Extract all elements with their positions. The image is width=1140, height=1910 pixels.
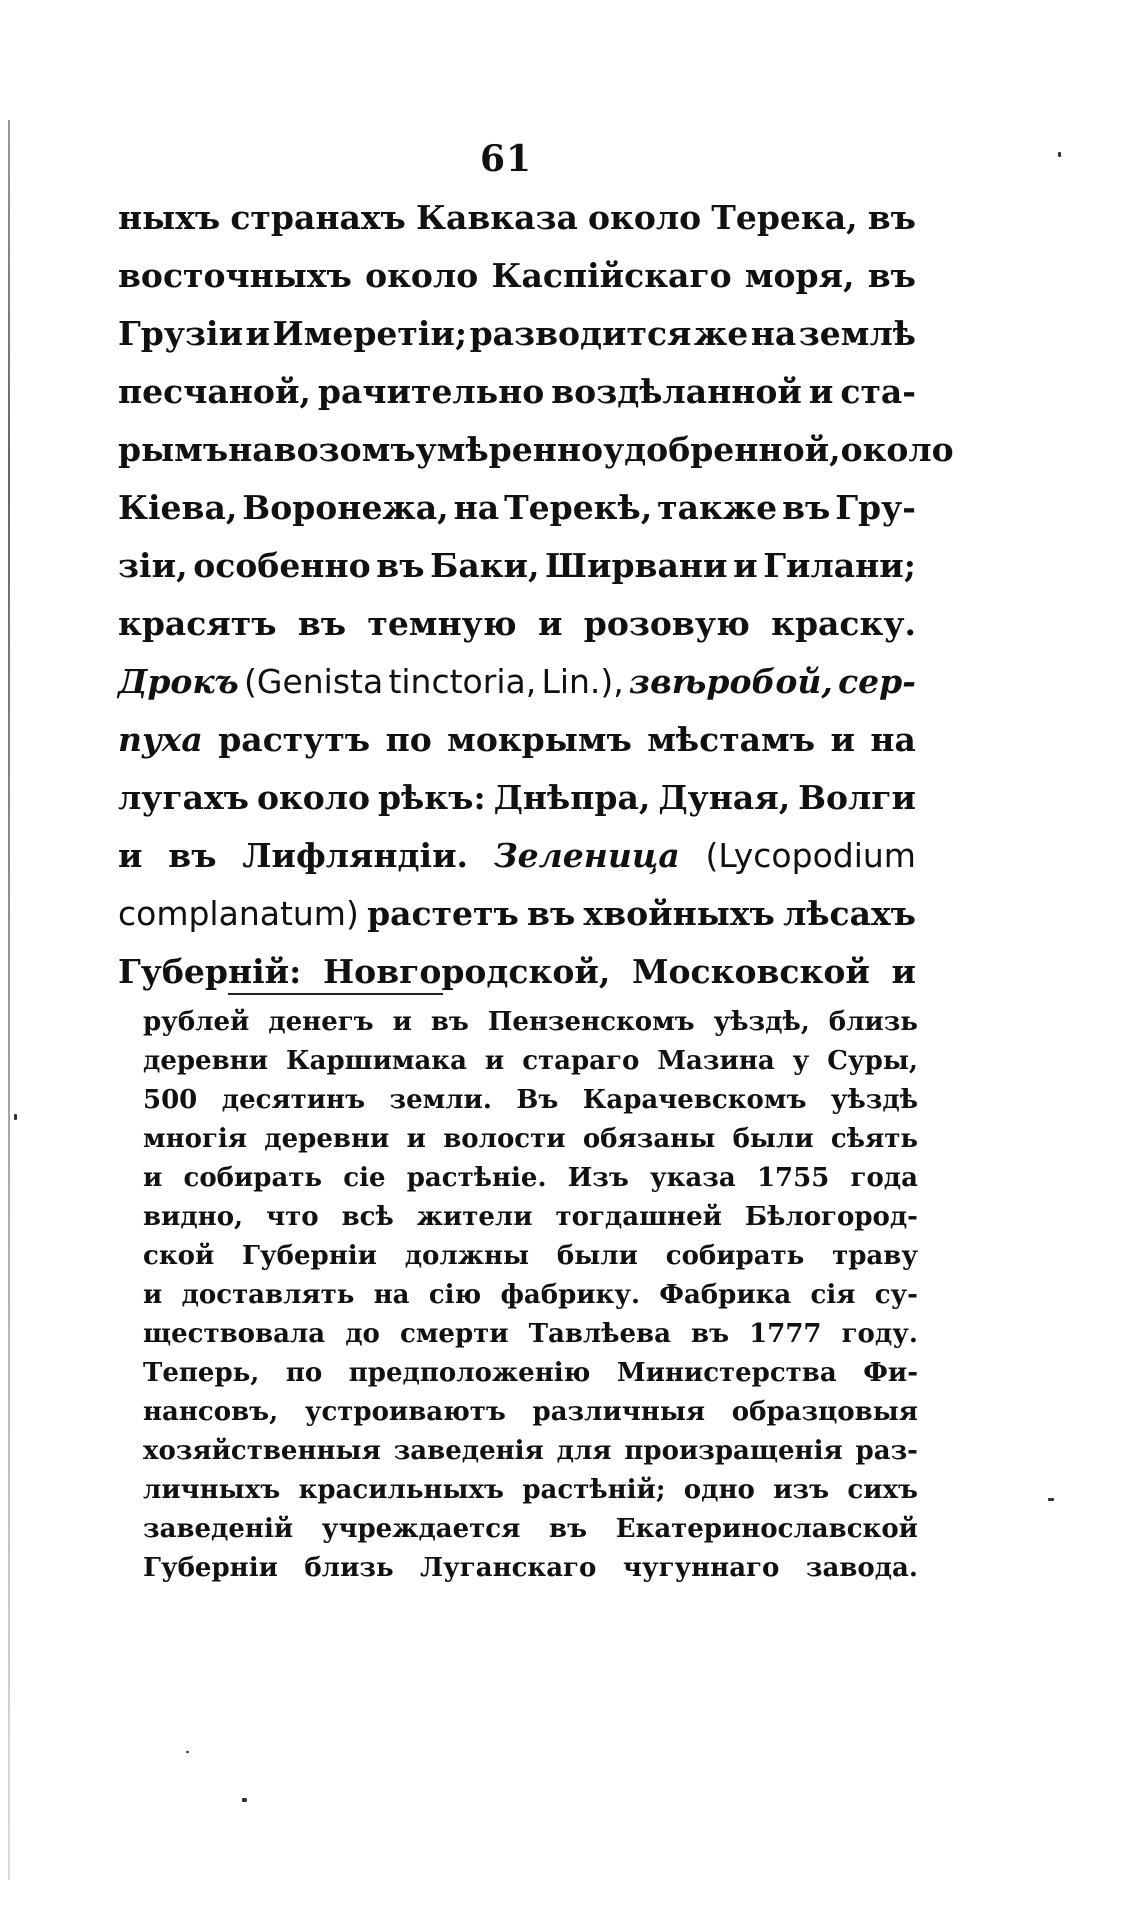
word: Губерніи	[143, 1553, 278, 1583]
word: растѣніе.	[406, 1163, 547, 1193]
footnote-separator	[228, 993, 443, 995]
word: были	[556, 1241, 638, 1271]
word: и	[143, 1163, 163, 1193]
word: сія	[810, 1280, 856, 1310]
word: воздѣланной	[551, 372, 802, 411]
word: деревни	[143, 1046, 268, 1076]
word: на	[373, 1280, 410, 1310]
text-line	[118, 198, 916, 256]
text-line	[118, 314, 916, 372]
word: также	[657, 488, 778, 527]
text-line	[118, 778, 916, 836]
word: предположенію	[348, 1358, 591, 1388]
word: и	[733, 546, 758, 585]
word: темную	[367, 604, 517, 643]
word: Пензенскомъ	[487, 1007, 695, 1037]
word: раз-	[855, 1436, 918, 1466]
word: года	[850, 1163, 918, 1193]
word: въ	[168, 836, 217, 875]
word: Луганскаго	[420, 1553, 597, 1583]
word: удобренной,	[603, 430, 841, 469]
word: до	[345, 1319, 380, 1349]
word: Въ	[516, 1085, 559, 1115]
text-line	[118, 256, 916, 314]
page-number: 61	[479, 138, 533, 180]
word: Лифляндіи.	[242, 836, 469, 875]
footnote-line	[143, 1241, 918, 1280]
word: въ	[867, 198, 916, 237]
word: въ	[430, 1007, 469, 1037]
word: Суры,	[827, 1046, 918, 1076]
word: розовую	[583, 604, 750, 643]
word: Московской	[632, 952, 870, 991]
word: собирать	[183, 1163, 323, 1193]
word: около	[256, 778, 371, 817]
word: для	[556, 1436, 612, 1466]
word: 1777	[749, 1319, 822, 1349]
text-line	[118, 662, 916, 720]
word: Мазина	[657, 1046, 775, 1076]
word: сію	[428, 1280, 482, 1310]
word: сер-	[838, 662, 916, 701]
word: Имеретіи;	[272, 314, 468, 353]
word: на	[750, 314, 797, 353]
text-line	[118, 546, 916, 604]
word: на	[453, 488, 500, 527]
footnote-line	[143, 1046, 918, 1085]
word: многія	[143, 1124, 247, 1154]
word: произращенія	[624, 1436, 843, 1466]
word: земли.	[389, 1085, 492, 1115]
word: 500	[143, 1085, 198, 1115]
word: Кавказа	[415, 198, 578, 237]
word: Баки,	[430, 546, 540, 585]
word: умѣренно	[415, 430, 604, 469]
word: звѣробой,	[629, 662, 833, 701]
word: и	[537, 604, 563, 643]
word: Екатеринославской	[615, 1514, 918, 1544]
word: въ	[527, 894, 576, 933]
word: Грузіи	[118, 314, 244, 353]
word: странахъ	[230, 198, 406, 237]
word: стараго	[522, 1046, 640, 1076]
word: растутъ	[218, 720, 371, 759]
word: Волги	[798, 778, 916, 817]
word: чугуннаго	[622, 1553, 780, 1583]
word: фабрику.	[500, 1280, 641, 1310]
word: одно	[683, 1475, 755, 1505]
word: су-	[874, 1280, 918, 1310]
scan-speck	[186, 1751, 189, 1753]
word: тогдашней	[555, 1202, 722, 1232]
word: и	[245, 314, 271, 353]
word: и	[118, 836, 143, 875]
word: личныхъ	[143, 1475, 281, 1505]
word: Воронежа,	[242, 488, 449, 527]
word: по	[285, 1358, 323, 1388]
footnote-line	[143, 1202, 918, 1241]
scan-speck	[242, 1798, 247, 1802]
word: Фи-	[863, 1358, 918, 1388]
word: и	[143, 1280, 163, 1310]
word: волости	[443, 1124, 566, 1154]
text-line	[118, 894, 916, 952]
word: ской	[143, 1241, 215, 1271]
word: рымъ	[118, 430, 229, 469]
main-text	[118, 198, 954, 1010]
word: и	[392, 1007, 412, 1037]
word: особенно	[193, 546, 371, 585]
word: въ	[691, 1319, 730, 1349]
word: зіи,	[118, 546, 188, 585]
word: мѣстамъ	[647, 720, 816, 759]
word: близь	[828, 1007, 918, 1037]
footnote-line	[143, 1358, 918, 1397]
word: Ширвани	[545, 546, 728, 585]
word: около	[365, 256, 479, 295]
word: доставлять	[181, 1280, 355, 1310]
word: около	[840, 430, 954, 469]
word: рублей	[143, 1007, 250, 1037]
word: по	[385, 720, 432, 759]
word: Бѣлогород-	[744, 1202, 918, 1232]
word: tinctoria,	[388, 662, 537, 701]
footnote-line	[143, 1514, 918, 1553]
word: въ	[297, 604, 347, 643]
word: въ	[867, 256, 916, 295]
word: лугахъ	[118, 778, 249, 817]
word: Теперь,	[143, 1358, 260, 1388]
word: десятинъ	[221, 1085, 366, 1115]
word: учреждается	[321, 1514, 521, 1544]
word: обязаны	[582, 1124, 716, 1154]
word: указа	[650, 1163, 736, 1193]
word: краску.	[771, 604, 916, 643]
footnote-line	[143, 1085, 918, 1124]
word: Министерства	[616, 1358, 837, 1388]
word: Новгородской,	[323, 952, 611, 991]
word: растѣній;	[522, 1475, 666, 1505]
word: сѣять	[830, 1124, 918, 1154]
word: въ	[782, 488, 831, 527]
word: ста-	[840, 372, 916, 411]
word: сіе	[343, 1163, 386, 1193]
scan-speck	[1048, 1498, 1054, 1501]
word: восточныхъ	[118, 256, 352, 295]
word: лѣсахъ	[783, 894, 916, 933]
word: Гру-	[835, 488, 916, 527]
word: уѣздѣ,	[713, 1007, 810, 1037]
word: траву	[832, 1241, 918, 1271]
word: видно,	[143, 1202, 244, 1232]
word: устроиваютъ	[304, 1397, 506, 1427]
word: Гилани;	[763, 546, 916, 585]
word: Карачевскомъ	[582, 1085, 807, 1115]
word: Терекѣ,	[504, 488, 653, 527]
word: изъ	[773, 1475, 830, 1505]
word: нансовъ,	[143, 1397, 279, 1427]
text-line	[118, 604, 916, 662]
word: собирать	[665, 1241, 805, 1271]
word: растетъ	[367, 894, 519, 933]
text-line	[118, 430, 954, 488]
word: деревни	[264, 1124, 390, 1154]
word: смерти	[399, 1319, 509, 1349]
word: Губерній:	[118, 952, 302, 991]
word: пуха	[118, 720, 203, 759]
text-line	[118, 720, 916, 778]
word: и	[830, 720, 855, 759]
footnote-line	[143, 1280, 918, 1319]
word: моря,	[744, 256, 855, 295]
footnote-line	[143, 1397, 918, 1436]
word: и	[484, 1046, 505, 1076]
word: у	[792, 1046, 810, 1076]
word: въ	[549, 1514, 588, 1544]
word: Каршимака	[285, 1046, 467, 1076]
word: рѣкъ:	[378, 778, 486, 817]
word: мокрымъ	[447, 720, 632, 759]
scan-speck	[1058, 152, 1061, 157]
word: ществовала	[143, 1319, 326, 1349]
word: что	[266, 1202, 319, 1232]
word: ныхъ	[118, 198, 221, 237]
word: завода.	[805, 1553, 918, 1583]
word: Изъ	[567, 1163, 629, 1193]
word: Губерніи	[242, 1241, 377, 1271]
word: году.	[841, 1319, 918, 1349]
word: жители	[416, 1202, 533, 1232]
word: красятъ	[118, 604, 277, 643]
footnote-line	[143, 1475, 918, 1514]
word: сихъ	[847, 1475, 918, 1505]
word: навозомъ	[228, 430, 416, 469]
word: же	[693, 314, 749, 353]
text-line	[118, 488, 916, 546]
word: были	[732, 1124, 814, 1154]
word: въ	[376, 546, 425, 585]
footnote-line	[143, 1553, 918, 1592]
word: заведенія	[393, 1436, 544, 1466]
word: заведеній	[143, 1514, 294, 1544]
word: Кіева,	[118, 488, 238, 527]
word: песчаной,	[118, 372, 311, 411]
word: образцовыя	[731, 1397, 918, 1427]
word: (Genista	[244, 662, 384, 701]
word: хозяйственныя	[143, 1436, 381, 1466]
footnote-line	[143, 1124, 918, 1163]
footnote-line	[143, 1319, 918, 1358]
word: разводится	[469, 314, 692, 353]
word: денегъ	[268, 1007, 374, 1037]
footnote	[143, 1007, 918, 1592]
word: Каспійскаго	[491, 256, 732, 295]
word: Терека,	[711, 198, 858, 237]
word: Днѣпра,	[493, 778, 651, 817]
text-line	[118, 372, 916, 430]
word: хвойныхъ	[583, 894, 775, 933]
word: всѣ	[341, 1202, 394, 1232]
word: complanatum)	[118, 894, 359, 933]
word: Фабрика	[659, 1280, 792, 1310]
word: и	[891, 952, 916, 991]
word: Тавлѣева	[528, 1319, 671, 1349]
word: на	[870, 720, 916, 759]
word: и	[406, 1124, 426, 1154]
word: землѣ	[798, 314, 916, 353]
word: Lin.),	[541, 662, 624, 701]
word: Дуная,	[658, 778, 791, 817]
word: 1755	[756, 1163, 830, 1193]
word: (Lycopodium	[705, 836, 916, 875]
footnote-line	[143, 1007, 918, 1046]
word: должны	[404, 1241, 530, 1271]
text-line	[118, 836, 916, 894]
scan-speck	[14, 1114, 17, 1120]
word: Зеленица	[493, 836, 680, 875]
word: уѣздѣ	[830, 1085, 918, 1115]
footnote-line	[143, 1163, 918, 1202]
word: рачительно	[317, 372, 545, 411]
word: и	[808, 372, 834, 411]
word: различныя	[532, 1397, 706, 1427]
footnote-line	[143, 1436, 918, 1475]
word: близь	[304, 1553, 394, 1583]
text-line	[118, 952, 916, 1010]
word: красильныхъ	[298, 1475, 504, 1505]
scan-edge-shadow	[8, 120, 10, 1880]
word: около	[588, 198, 702, 237]
word: Дрокъ	[118, 662, 239, 701]
